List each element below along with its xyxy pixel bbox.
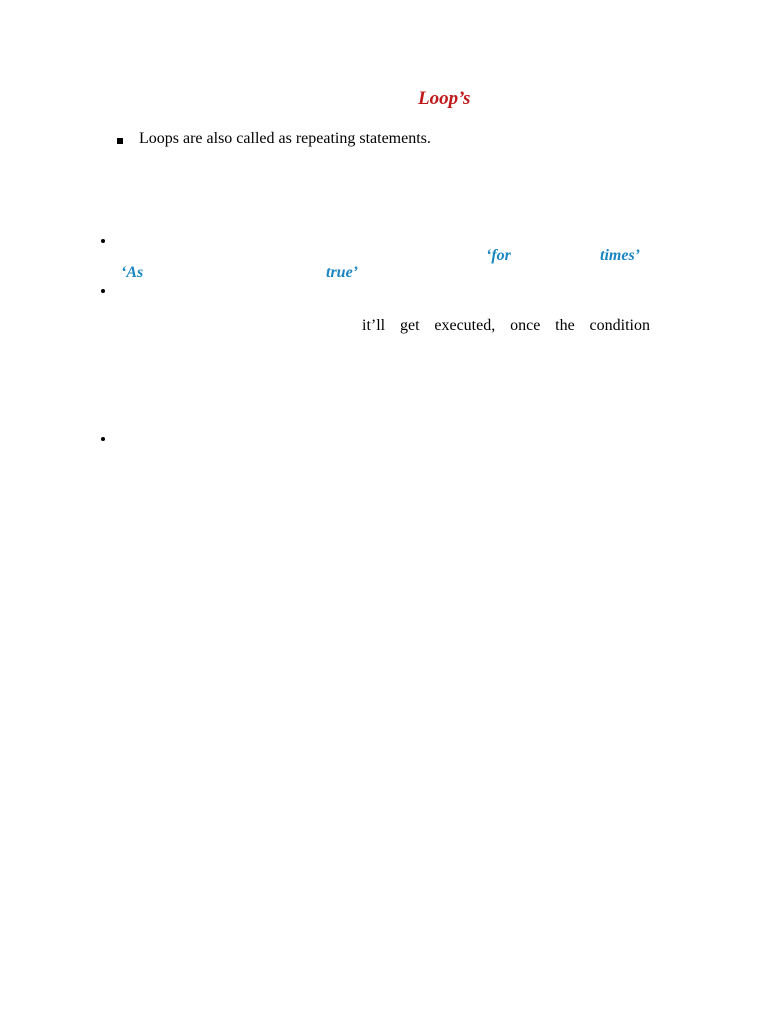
highlight-as: ‘As <box>121 264 144 281</box>
intro-statement: Loops are also called as repeating statements. <box>139 130 431 147</box>
bullet-dot-icon <box>101 289 105 293</box>
page-title: Loop’s <box>418 88 471 109</box>
highlight-true: true’ <box>326 264 358 281</box>
bullet-dot-icon <box>101 437 105 441</box>
bullet-dot-icon <box>101 239 105 243</box>
condition-line: it’ll get executed, once the condition <box>362 317 650 334</box>
square-bullet-icon <box>117 138 123 144</box>
highlight-for: ‘for <box>486 247 511 264</box>
highlight-times: times’ <box>600 247 640 264</box>
